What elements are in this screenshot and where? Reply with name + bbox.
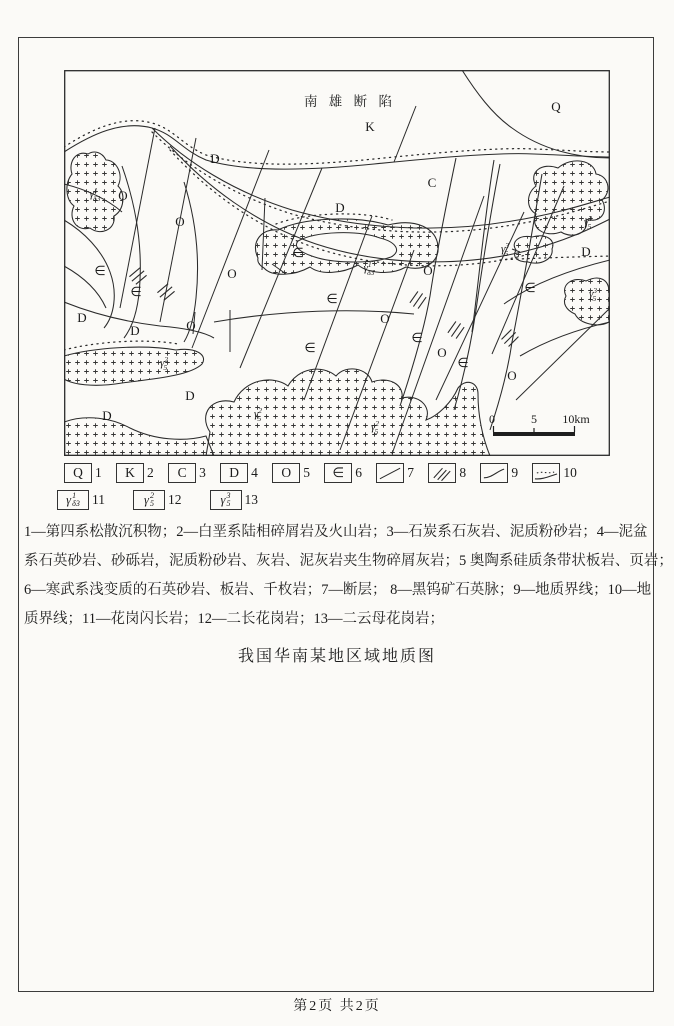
scale-bar <box>493 426 575 436</box>
map-unit-label: ∈ <box>94 263 106 278</box>
legend-symbol-5: O <box>272 463 300 483</box>
legend-symbol-9 <box>480 463 508 483</box>
legend-item-3 <box>168 463 206 483</box>
legend-item-1 <box>64 463 102 483</box>
map-unit-label: ∈ <box>524 280 536 295</box>
figure-caption: 我国华南某地区域地质图 <box>237 648 436 665</box>
legend-number: 6 <box>355 465 362 480</box>
map-unit-label: ∈ <box>411 330 423 345</box>
legend-item-5 <box>272 463 310 483</box>
map-unit-label: 10km <box>562 412 590 426</box>
map-unit-label: O <box>118 188 128 203</box>
page-footer: 第2页 共2页 <box>293 999 381 1014</box>
legend-number: 2 <box>147 465 154 480</box>
legend-item-9 <box>480 463 518 483</box>
map-unit-label: $\gamma^2$ 5 <box>159 355 169 372</box>
map-unit-label: D <box>77 310 87 325</box>
map-unit-label: D <box>210 151 220 166</box>
map-unit-label: O <box>186 318 196 333</box>
legend-symbol-4: D <box>220 463 248 483</box>
legend-number: 8 <box>459 465 467 480</box>
legend-row-1 <box>64 463 577 483</box>
legend-number: 5 <box>303 465 310 480</box>
legend-symbol-3: C <box>168 463 196 483</box>
description-line: 6—寒武系浅变质的石英砂岩、板岩、千枚岩；7—断层； 8—黑钨矿石英脉；9—地质界线；10—地 <box>24 582 652 598</box>
legend-number: 13 <box>244 492 258 507</box>
map-area-title: 南 雄 断 陷 <box>303 94 397 109</box>
map-unit-label: $\gamma^3$ 5 <box>588 286 598 303</box>
map-unit-label: ∈ <box>457 355 469 370</box>
legend-number: 7 <box>407 465 415 480</box>
description-line: 系石英砂岩、砂砾岩，泥质粉砂岩、灰岩、泥灰岩夹生物碎屑灰岩；5 奥陶系硅质条带状板岩、页岩； <box>24 553 673 569</box>
map-unit-label: O <box>437 345 447 360</box>
legend-symbol-6: ∈ <box>324 463 352 483</box>
legend-symbol-1: Q <box>64 463 92 483</box>
legend-item-8 <box>428 463 466 483</box>
map-unit-label: $\gamma^3$ 5 <box>500 241 510 258</box>
legend-symbol-11: γ 1 δ3 <box>57 490 89 510</box>
legend-symbol-8 <box>428 463 456 483</box>
legend-symbol-7 <box>376 463 404 483</box>
map-unit-label: D <box>102 408 112 423</box>
map-unit-label: 5 <box>531 412 537 426</box>
legend-symbol-12: γ 2 5 <box>133 490 165 510</box>
geologic-map <box>64 70 610 456</box>
map-unit-label: ∈ <box>326 291 338 306</box>
legend-number: 9 <box>511 465 519 480</box>
legend-number: 11 <box>92 492 105 507</box>
map-unit-label: O <box>507 368 517 383</box>
map-unit-label: D <box>581 244 591 259</box>
map-unit-label: D <box>335 200 345 215</box>
description-line: 质界线；11—花岗闪长岩；12—二长花岗岩；13—二云母花岗岩； <box>24 611 444 627</box>
description-line: 1—第四系松散沉积物；2—白垩系陆相碎屑岩及火山岩；3—石炭系石灰岩、泥质粉砂岩；4—泥盆 <box>24 524 648 540</box>
map-unit-label: $\gamma^1$ δ3 <box>363 260 375 277</box>
unconformity-dotted-lines <box>64 121 610 350</box>
legend-item-13 <box>210 490 259 510</box>
legend-item-6 <box>324 463 362 483</box>
legend-symbol-2: K <box>116 463 144 483</box>
legend-item-2 <box>116 463 154 483</box>
legend-item-4 <box>220 463 258 483</box>
map-unit-label: D <box>185 388 195 403</box>
map-unit-label: ∈ <box>130 284 142 299</box>
map-unit-label: ∈ <box>292 245 304 260</box>
legend-number: 4 <box>251 465 258 480</box>
legend-item-7 <box>376 463 414 483</box>
legend-description <box>24 518 673 634</box>
map-unit-label: $\gamma^2$ 5 <box>253 406 263 423</box>
legend-symbol-10 <box>532 463 560 483</box>
legend-item-12 <box>133 490 182 510</box>
map-unit-label: K <box>365 119 375 134</box>
map-unit-label: $\gamma^2$ 5 <box>370 419 380 436</box>
map-unit-label: 0 <box>489 412 495 426</box>
legend-number: 1 <box>95 465 102 480</box>
map-unit-label: ∈ <box>304 340 316 355</box>
legend-item-10 <box>532 463 577 483</box>
map-unit-label: Q <box>551 99 561 114</box>
map-unit-label: O <box>175 214 185 229</box>
legend-number: 3 <box>199 465 206 480</box>
legend-number: 12 <box>168 492 182 507</box>
map-unit-label: D <box>130 323 140 338</box>
legend-item-11 <box>57 490 105 510</box>
legend-number: 10 <box>563 465 577 480</box>
map-unit-label: O <box>423 263 433 278</box>
legend-row-2 <box>57 490 258 510</box>
legend-symbol-13: γ 3 5 <box>210 490 242 510</box>
map-unit-label: $\gamma^3$ 5 <box>583 214 593 231</box>
map-unit-label: C <box>427 175 437 190</box>
map-unit-label: $\gamma^1$ δ3 <box>89 186 101 203</box>
map-unit-label: O <box>380 311 390 326</box>
map-unit-label: O <box>227 266 237 281</box>
